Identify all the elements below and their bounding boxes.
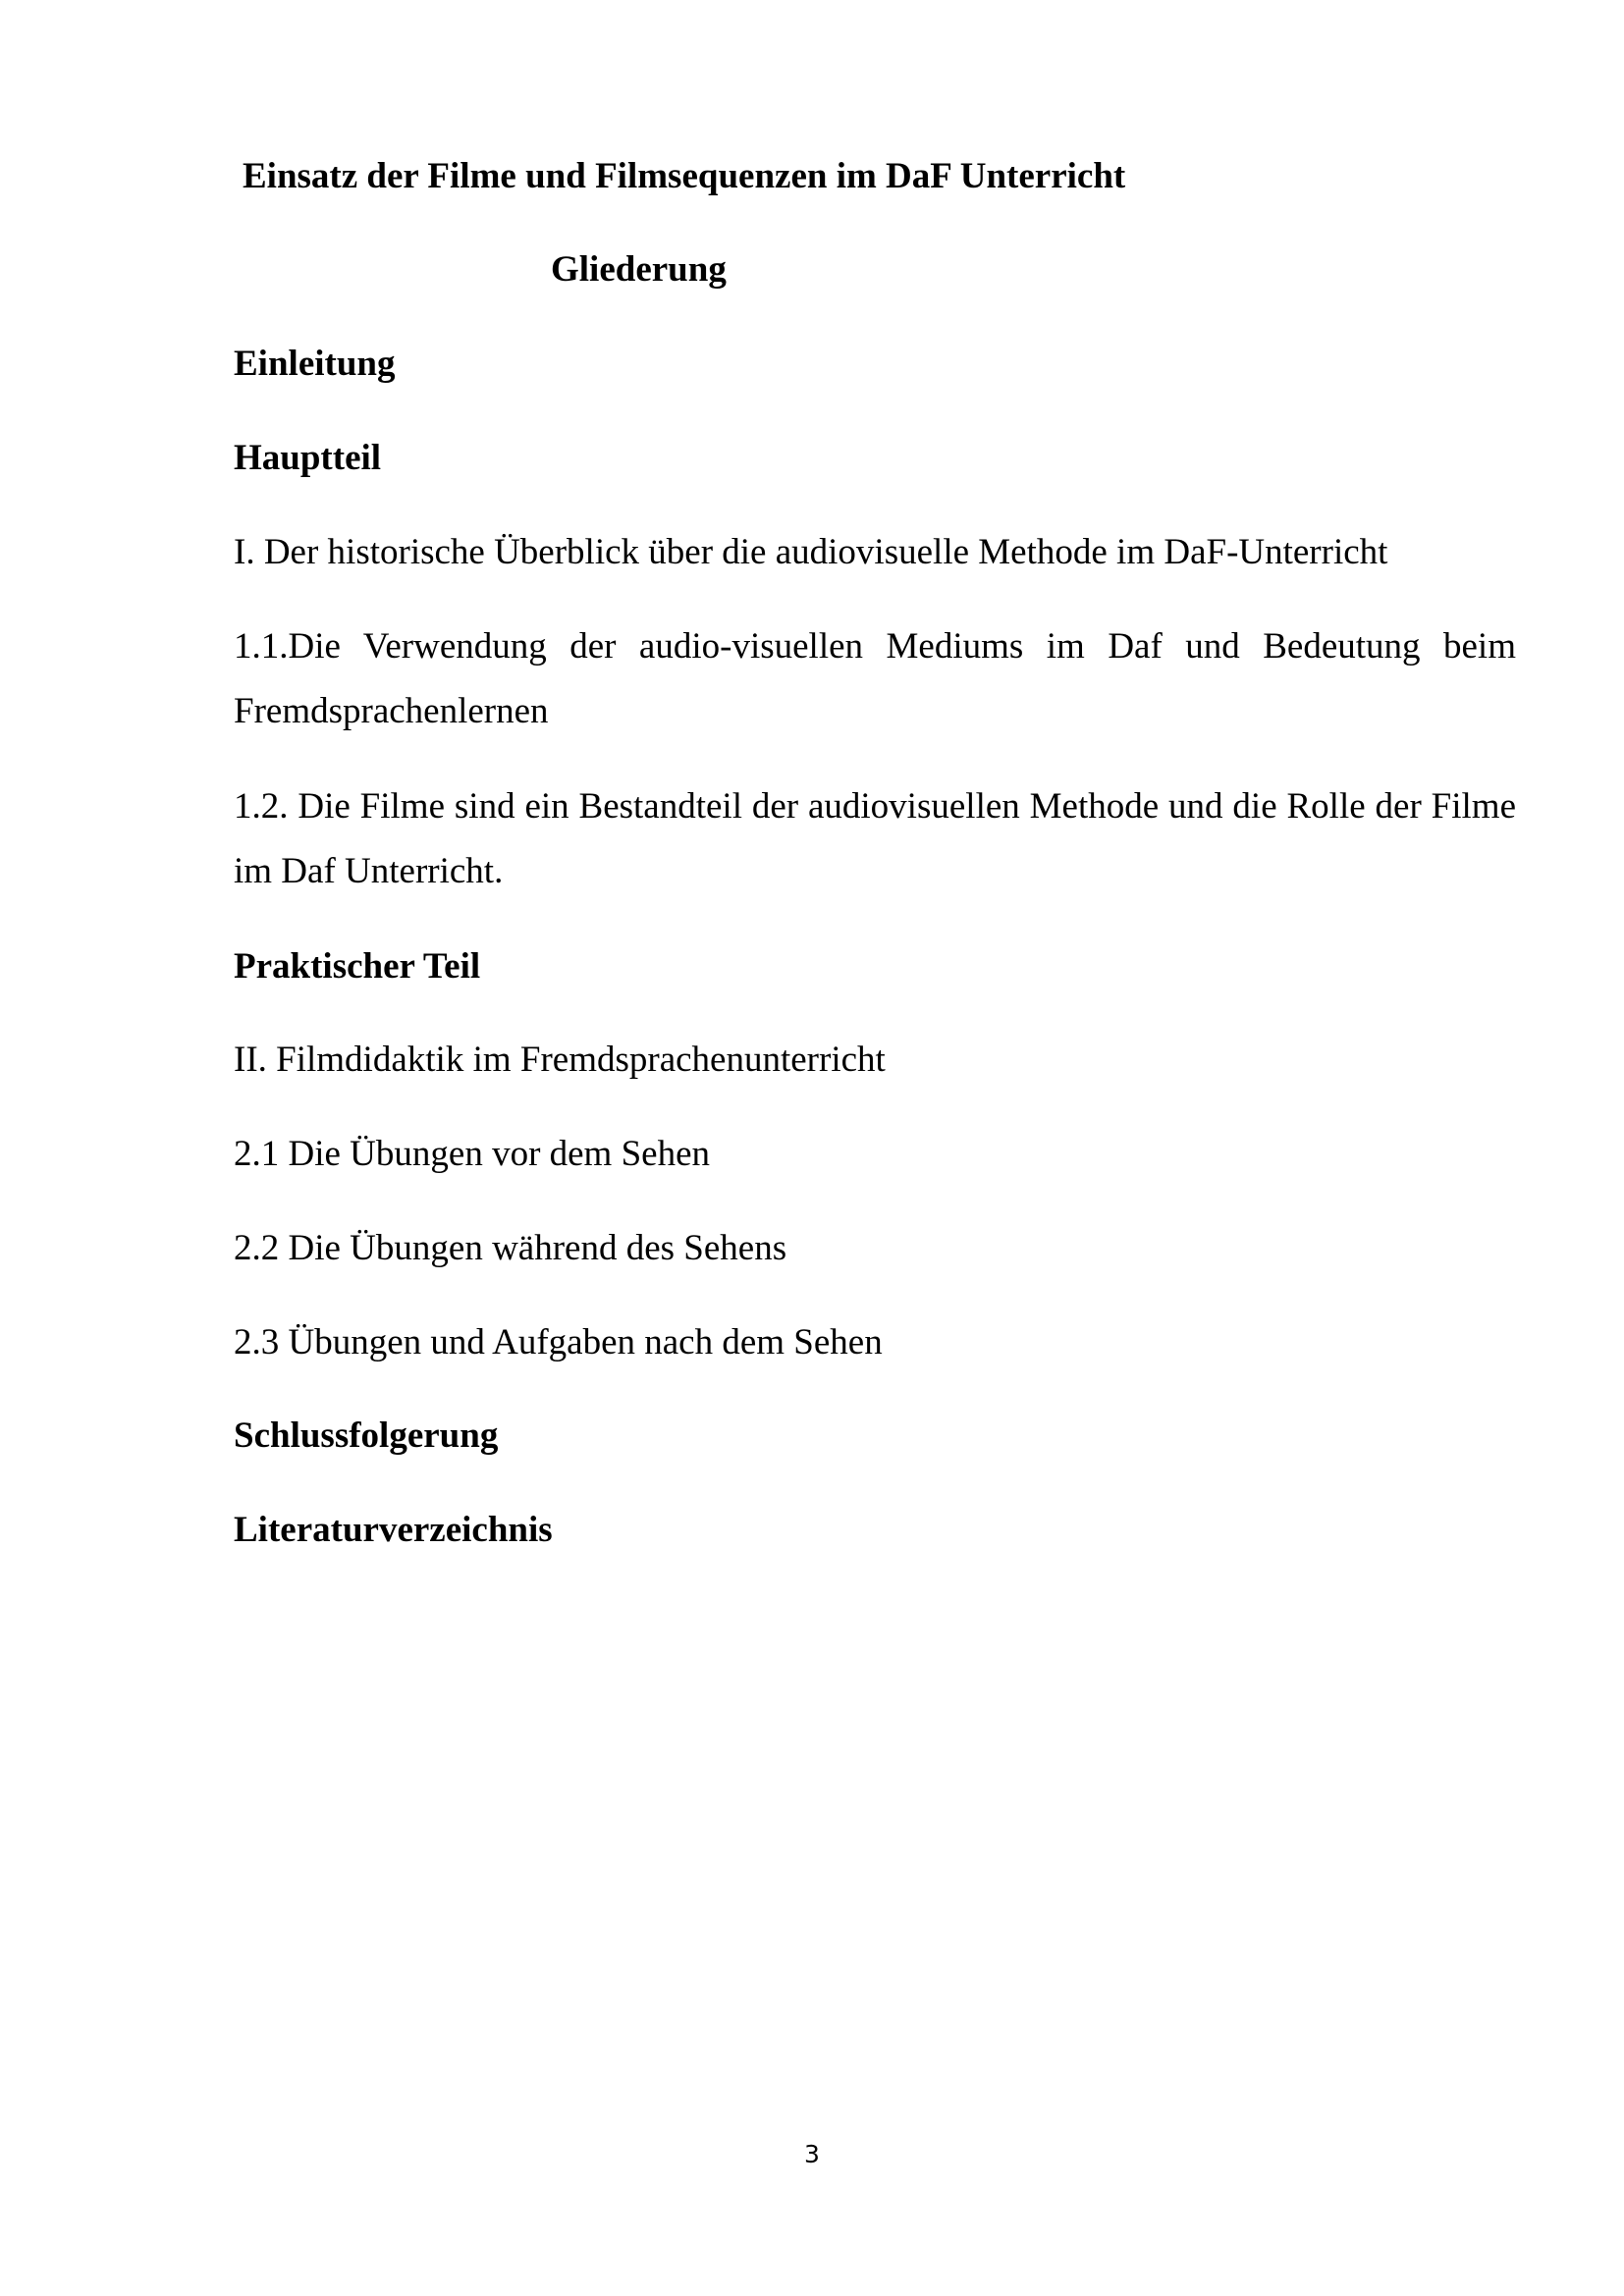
outline-heading: Gliederung <box>551 249 727 290</box>
toc-entry-chapter-2: II. Filmdidaktik im Fremdsprachenunterricht <box>234 1040 886 1080</box>
heading-praktischer-teil: Praktischer Teil <box>234 946 481 987</box>
toc-entry-section-1-1: 1.1.Die Verwendung der audio-visuellen Mediums im Daf und Bedeutung beim Fremdsprachenlernen <box>234 626 1516 731</box>
document-title: Einsatz der Filme und Filmsequenzen im DaF Unterricht <box>243 156 1126 196</box>
heading-schlussfolgerung: Schlussfolgerung <box>234 1415 499 1456</box>
page-number: 3 <box>804 2140 820 2168</box>
heading-literaturverzeichnis: Literaturverzeichnis <box>234 1510 553 1550</box>
heading-hauptteil: Hauptteil <box>234 438 382 478</box>
heading-einleitung: Einleitung <box>234 344 396 384</box>
toc-entry-section-1-2: 1.2. Die Filme sind ein Bestandteil der audiovisuellen Methode und die Rolle der Filme im Daf Unterricht. <box>234 786 1516 891</box>
toc-entry-section-2-1: 2.1 Die Übungen vor dem Sehen <box>234 1134 711 1174</box>
toc-entry-chapter-1: I. Der historische Überblick über die audiovisuelle Methode im DaF-Unterricht <box>234 532 1388 572</box>
toc-entry-section-2-3: 2.3 Übungen und Aufgaben nach dem Sehen <box>234 1322 883 1362</box>
toc-entry-section-2-2: 2.2 Die Übungen während des Sehens <box>234 1228 787 1268</box>
